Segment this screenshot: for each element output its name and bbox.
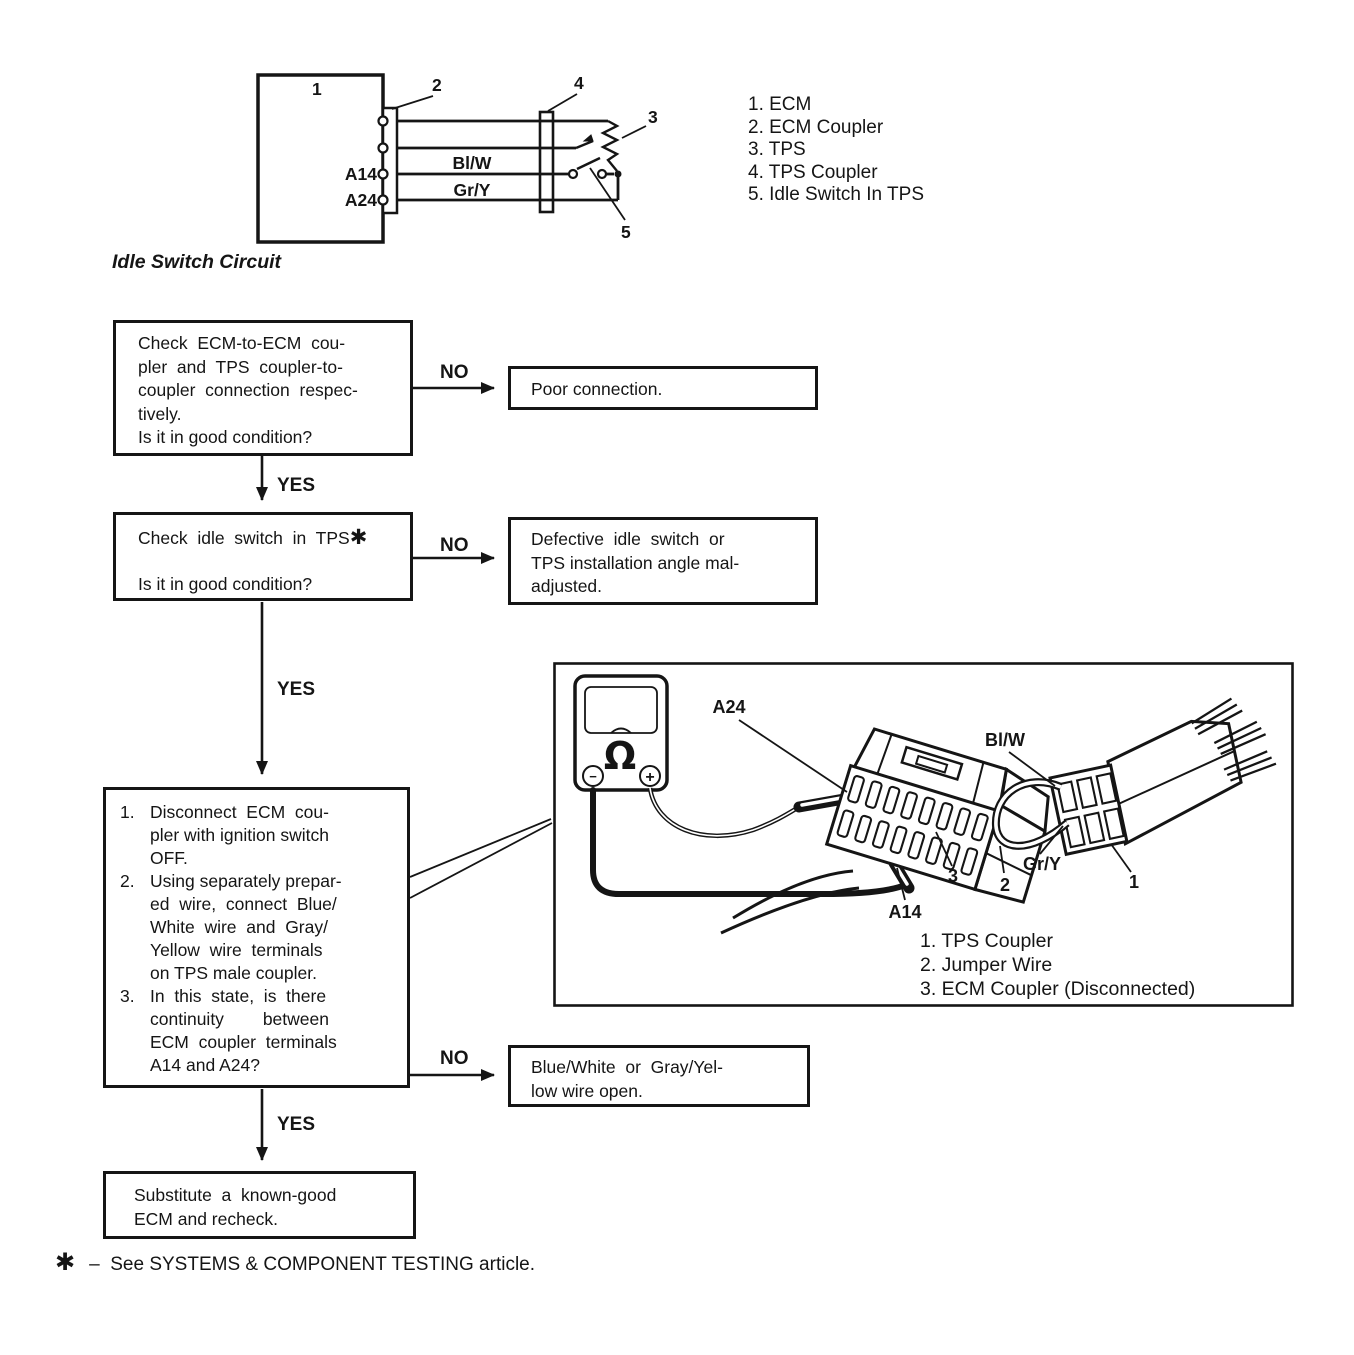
footnote-asterisk: ✱ [55,1249,76,1276]
text-line: ECM coupler terminals [150,1032,337,1052]
leader-2 [392,96,433,109]
text-line: pler with ignition switch [150,825,329,845]
text-line: Defective idle switch or [531,529,725,549]
legend-item: 2. ECM Coupler [748,116,884,138]
no-label-3: NO [440,1048,469,1069]
text-line: Poor connection. [531,379,663,399]
circuit-ref-1: 1 [312,79,322,99]
step3-item-3: 3. In this state, is there continuity between ECM coupler terminals A14 and A24? [120,985,403,1077]
terminal-2 [379,144,388,153]
illus-ref-2: 2 [999,875,1011,895]
text-line: In this state, is there [150,986,327,1006]
step4-box [103,1171,416,1239]
footnote [55,1248,535,1277]
legend-item: 2. Jumper Wire [920,954,1053,976]
switch-contact-right [598,170,606,178]
terminal-a24-label: A24 [344,190,377,210]
tps-resistor [603,121,617,171]
text-line: Disconnect ECM cou- [150,802,329,822]
callout-line-lower [410,823,552,898]
leader-3 [622,126,646,138]
switch-contact-left [569,170,577,178]
minus-symbol: − [589,769,597,784]
text-line: Is it in good condition? [138,573,313,594]
ecm-box [258,75,383,242]
illus-ref-1: 1 [1128,872,1140,892]
label-a24: A24 [712,697,746,717]
asterisk-mark: ✱ [349,526,368,549]
idle-switch-circuit-diagram [240,58,710,258]
text-line: pler and TPS coupler-to- [138,356,343,377]
text-line: low wire open. [531,1080,643,1101]
switch-blade [577,158,600,169]
text-line: Is it in good condition? [138,427,313,447]
step3-item-2: 2. Using separately prepar- ed wire, connect Blue/ White wire and Gray/ Yellow wire terminals on TPS male coupler. [120,870,403,985]
label-gry: Gr/Y [1022,854,1062,874]
wire-gry-label: Gr/Y [453,180,491,200]
wire-blw-label: Bl/W [452,153,492,173]
text-line: OFF. [150,848,188,868]
yes-label-2: YES [277,679,316,700]
leader-4 [548,94,577,111]
text-line: Yellow wire terminals [150,940,323,960]
tps-coupler-bar [540,112,553,212]
footnote-text: – See SYSTEMS & COMPONENT TESTING article. [89,1254,536,1275]
wiper-arrowhead [584,135,593,141]
circuit-ref-4: 4 [574,73,584,93]
text-line: Check idle switch in TPS✱ [138,526,368,549]
defective-box [508,517,818,605]
text-line: A14 and A24? [150,1055,260,1075]
label-a14: A14 [888,902,922,922]
legend-item: 1. TPS Coupler [920,930,1053,952]
circuit-ref-5: 5 [621,222,631,242]
terminal-a14-label: A14 [344,164,377,184]
legend-item: 5. Idle Switch In TPS [748,184,925,205]
text-line: Check ECM-to-ECM cou- [138,333,346,353]
legend-item: 3. TPS [748,139,806,160]
no-label-1: NO [440,362,469,383]
legend-item: 1. ECM [748,94,812,115]
plus-symbol: + [645,769,655,786]
text-line: adjusted. [531,576,603,596]
text-line: Using separately prepar- [150,871,342,891]
label-blw: Bl/W [985,730,1025,750]
illustration-legend [920,929,1195,1001]
no-label-2: NO [440,535,469,556]
yes-label-1: YES [277,475,316,496]
ohm-symbol: Ω [603,734,637,778]
illus-ref-3: 3 [947,866,959,886]
legend-item: 4. TPS Coupler [748,161,878,183]
poor-connection-box [508,366,818,410]
step1-box [113,320,413,456]
callout-line-upper [410,819,551,877]
terminal-a24 [379,196,388,205]
step2-box [113,512,413,601]
terminal-1 [379,117,388,126]
terminal-a14 [379,170,388,179]
text-line: White wire and Gray/ [150,917,328,937]
text-line: continuity between [150,1009,329,1029]
text-line: TPS installation angle mal- [531,552,740,573]
text-line: ed wire, connect Blue/ [150,894,337,914]
wiper-arrow [576,141,593,148]
circuit-caption: Idle Switch Circuit [112,251,282,273]
text-line: coupler connection respec- [138,380,358,400]
text-line: ECM and recheck. [134,1208,278,1229]
circuit-ref-2: 2 [432,75,442,95]
text-line: on TPS male coupler. [150,963,317,983]
circuit-legend [748,94,924,207]
text-line: Blue/White or Gray/Yel- [531,1057,723,1077]
step3-item-1: 1. Disconnect ECM cou- pler with ignition switch OFF. [120,801,403,870]
text-line: tively. [138,403,182,424]
wire-open-box [508,1045,810,1107]
circuit-ref-3: 3 [648,107,658,127]
step3-box [103,787,410,1088]
legend-item: 3. ECM Coupler (Disconnected) [920,978,1196,1000]
text-line: Substitute a known-good [134,1185,337,1205]
yes-label-3: YES [277,1114,316,1135]
